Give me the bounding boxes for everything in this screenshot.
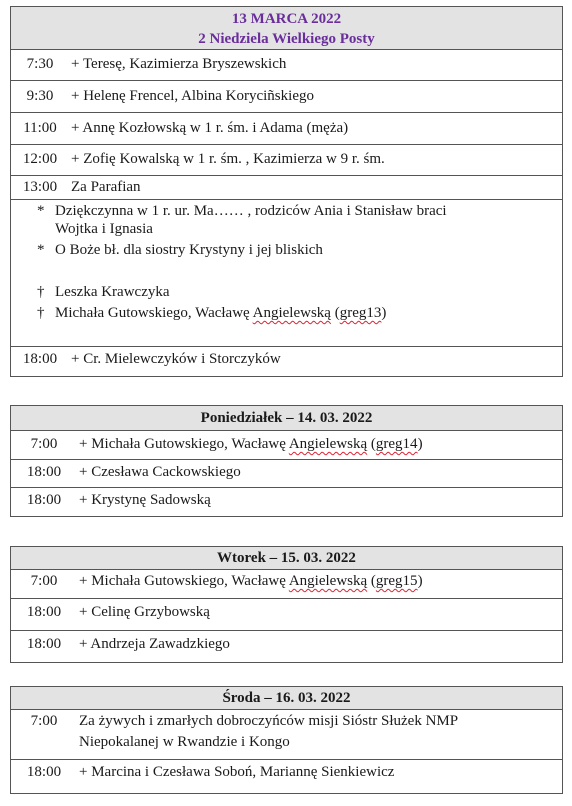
wednesday-title: Środa – 16. 03. 2022: [222, 690, 351, 706]
monday-header: [11, 406, 562, 430]
mass-row: [11, 709, 562, 759]
mass-time: 13:00: [22, 179, 58, 195]
monday-schedule: [10, 405, 563, 517]
sunday-schedule: [10, 6, 563, 377]
mass-intention: + Krystynę Sadowską: [79, 492, 211, 508]
mass-intention: Za żywych i zmarłych dobroczyńców misji Sióstr Służek NMP: [79, 713, 459, 729]
mass-intention: + Celinę Grzybowską: [79, 604, 210, 620]
mass-time: 18:00: [26, 636, 62, 652]
sunday-title: 2 Niedziela Wielkiego Posty: [198, 31, 375, 47]
mass-intention: + Czesława Cackowskiego: [79, 464, 241, 480]
tuesday-schedule: [10, 546, 563, 663]
asterisk-mark: *: [37, 203, 45, 219]
mass-row: [11, 630, 562, 662]
intention-text: Wojtka i Ignasia: [55, 221, 153, 237]
mass-time: 11:00: [23, 120, 57, 136]
mass-time: 18:00: [22, 351, 58, 367]
mass-time: 7:30: [26, 56, 54, 72]
dagger-mark: †: [37, 284, 45, 300]
mass-intention: + Andrzeja Zawadzkiego: [79, 636, 230, 652]
mass-row: [11, 80, 562, 112]
mass-intention: + Michała Gutowskiego, Wacławę Angielewską (greg14): [79, 436, 423, 452]
intention-text: Dziękczynna w 1 r. ur. Ma…… , rodziców Ania i Stanisław braci: [55, 203, 447, 219]
mass-row: [11, 346, 562, 374]
mass-intention: Za Parafian: [71, 179, 141, 195]
mass-intention: + Marcina i Czesława Soboń, Mariannę Sienkiewicz: [79, 764, 395, 780]
mass-time: 7:00: [30, 573, 58, 589]
mass-intention: + Michała Gutowskiego, Wacławę Angielewską (greg15): [79, 573, 423, 589]
tuesday-title: Wtorek – 15. 03. 2022: [217, 550, 356, 566]
sunday-header: [11, 7, 562, 49]
mass-intention: + Teresę, Kazimierza Bryszewskich: [71, 56, 287, 72]
monday-title: Poniedziałek – 14. 03. 2022: [200, 410, 373, 426]
mass-time: 18:00: [26, 492, 62, 508]
mass-row: [11, 487, 562, 516]
sunday-date: 13 MARCA 2022: [231, 11, 342, 27]
mass-intention: + Cr. Mielewczyków i Storczyków: [71, 351, 281, 367]
mass-time: 7:00: [30, 436, 58, 452]
mass-row: [11, 112, 562, 144]
asterisk-mark: *: [37, 242, 45, 258]
mass-time: 12:00: [22, 151, 58, 167]
mass-intention: + Annę Kozłowską w 1 r. śm. i Adama (męża): [71, 120, 349, 136]
intention-text: Leszka Krawczyka: [55, 284, 170, 300]
mass-row: [11, 49, 562, 80]
dagger-mark: †: [37, 305, 45, 321]
mass-row: [11, 569, 562, 598]
mass-time: 18:00: [26, 604, 62, 620]
tuesday-header: [11, 547, 562, 569]
mass-intention: + Zofię Kowalską w 1 r. śm. , Kazimierza w 9 r. śm.: [71, 151, 385, 167]
mass-row: [11, 759, 562, 793]
wednesday-schedule: [10, 686, 563, 794]
mass-row: [11, 459, 562, 487]
mass-time: 18:00: [26, 464, 62, 480]
mass-row: [11, 598, 562, 630]
mass-row: [11, 430, 562, 459]
mass-row: [11, 144, 562, 175]
mass-intention: + Helenę Frencel, Albina Koryciñskiego: [71, 88, 314, 104]
intention-text: Michała Gutowskiego, Wacławę Angielewską (greg13): [55, 305, 387, 321]
wednesday-header: [11, 687, 562, 709]
mass-intention: Niepokalanej w Rwandzie i Kongo: [79, 734, 290, 750]
mass-time: 18:00: [26, 764, 62, 780]
intentions-list: [11, 199, 562, 346]
mass-time: 9:30: [26, 88, 54, 104]
mass-row: [11, 175, 562, 199]
mass-time: 7:00: [30, 713, 58, 729]
intention-text: O Boże bł. dla siostry Krystyny i jej bliskich: [55, 242, 323, 258]
